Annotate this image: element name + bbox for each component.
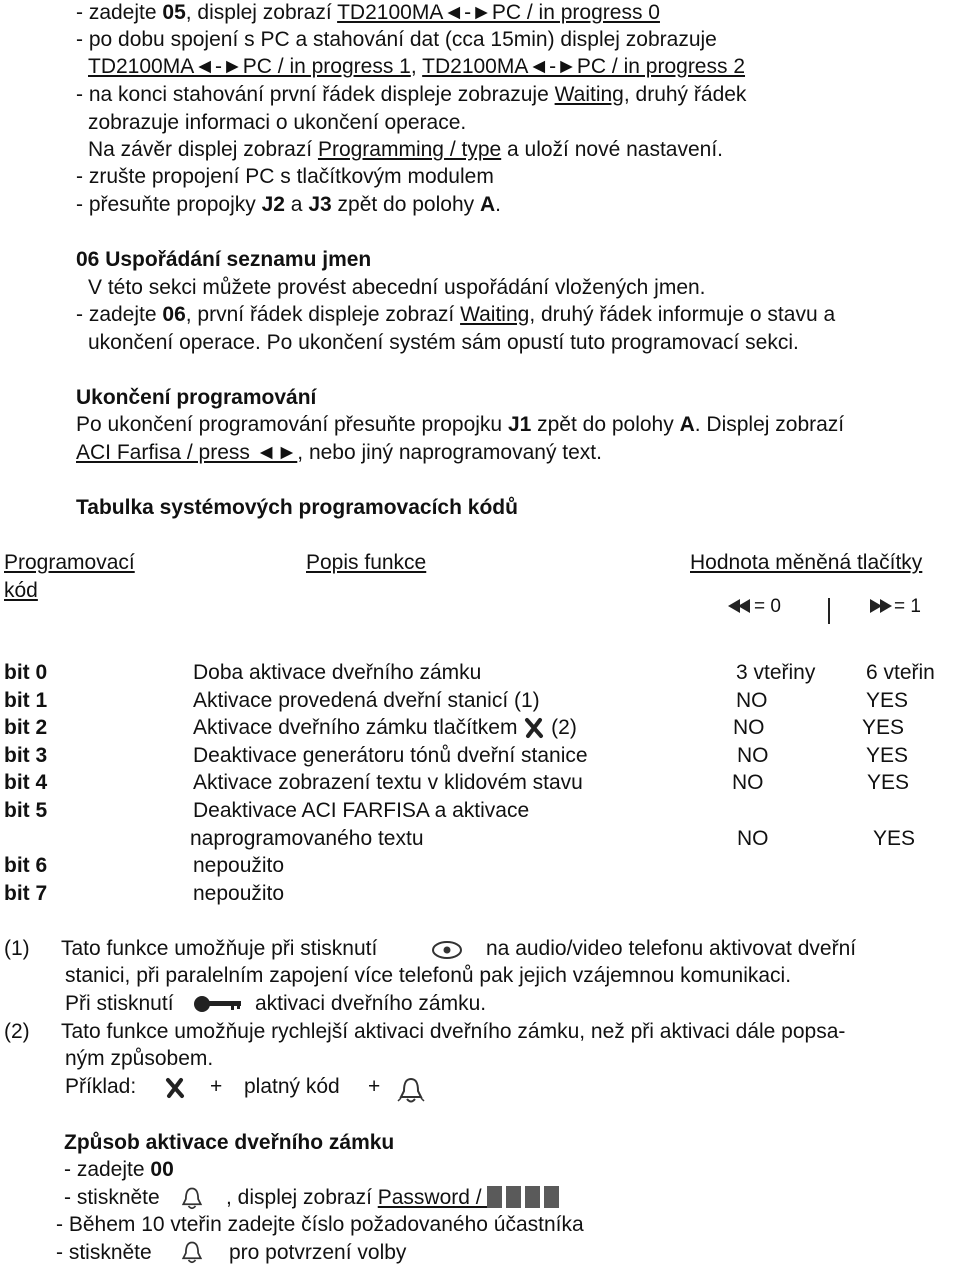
x-key-icon [164, 1077, 186, 1099]
header-desc: Popis funkce [306, 551, 427, 574]
text: Po ukončení programování přesuňte propojku [76, 413, 508, 436]
end-line-1 [76, 412, 844, 438]
password-mask [487, 1186, 563, 1209]
bell-icon [178, 1185, 206, 1213]
intro-line-8 [76, 192, 501, 218]
row-v0: NO [733, 716, 765, 739]
row-code: bit 1 [4, 689, 48, 712]
code-06: 06 [162, 303, 186, 326]
row-v1: YES [866, 744, 909, 767]
row-code: bit 6 [4, 854, 48, 877]
text: - stiskněte [64, 1186, 160, 1209]
row-code: bit 3 [4, 744, 48, 767]
text: - zadejte [76, 303, 163, 326]
text: . Displej zobrazí [694, 413, 845, 436]
display-text: Waiting [554, 83, 624, 106]
bell-icon [178, 1239, 206, 1267]
row-desc: Deaktivace generátoru tónů dveřní stanice [193, 744, 588, 767]
text: , displej zobrazí [185, 1, 338, 24]
left-arrow-icon [726, 596, 754, 616]
text: - přesuňte propojky [76, 193, 262, 216]
activation-line-4a: - stiskněte [56, 1241, 152, 1264]
row-desc: nepoužito [193, 854, 285, 877]
activation-title: Způsob aktivace dveřního zámku [64, 1131, 395, 1154]
row-code: bit 0 [4, 661, 48, 684]
display-text: TD2100MA◄-►PC / in progress 1 [88, 55, 411, 78]
legend-divider [828, 598, 830, 624]
row-desc: Aktivace zobrazení textu v klidovém stavu [193, 771, 583, 794]
end-line-2 [76, 440, 602, 466]
legend-text: = 0 [754, 596, 781, 617]
display-text: ACI Farfisa / press ◄► [76, 441, 298, 464]
code-05: 05 [162, 1, 186, 24]
intro-line-1 [76, 0, 660, 26]
text: a [284, 193, 309, 216]
text: (2) [551, 716, 577, 739]
text: , nebo jiný naprogramovaný text. [297, 441, 602, 464]
note-1-line-1b: na audio/video telefonu aktivovat dveřní [486, 937, 857, 960]
code-00: 00 [150, 1158, 174, 1181]
table-title: Tabulka systémových programovacích kódů [76, 496, 518, 519]
row-v0: 3 vteřiny [736, 661, 816, 684]
section-06-title: 06 Uspořádání seznamu jmen [76, 248, 372, 271]
eye-button-icon [430, 939, 464, 961]
row-desc [193, 715, 577, 741]
row-v0: NO [737, 827, 769, 850]
activation-line-3: - Během 10 vteřin zadejte číslo požadovaného účastníka [56, 1213, 584, 1236]
key-icon [193, 994, 243, 1014]
text: - zadejte [64, 1158, 151, 1181]
text: Aktivace dveřního zámku tlačítkem [193, 716, 518, 739]
row-desc: Doba aktivace dveřního zámku [193, 661, 482, 684]
legend-right [866, 593, 921, 620]
text: - zadejte [76, 1, 163, 24]
header-code-2: kód [4, 579, 38, 602]
activation-line-2b [226, 1185, 563, 1211]
position: A [679, 413, 695, 436]
row-v1: YES [867, 771, 910, 794]
row-code: bit 4 [4, 771, 48, 794]
intro-line-3 [88, 54, 745, 80]
note-2-plus-2: + [368, 1075, 381, 1098]
note-2-line-1: Tato funkce umožňuje rychlejší aktivaci dveřního zámku, než při aktivaci dále popsa- [61, 1020, 846, 1043]
row-v0: NO [732, 771, 764, 794]
intro-line-6 [88, 137, 723, 163]
display-text: TD2100MA◄-►PC / in progress 2 [422, 55, 746, 78]
legend-text: = 1 [894, 596, 921, 617]
text: - na konci stahování první řádek displeje zobrazuje [76, 83, 555, 106]
note-1-line-2: stanici, při paralelním zapojení více telefonů pak jejich vzájemnou komunikaci. [65, 964, 792, 987]
text: , displej zobrazí [226, 1186, 378, 1209]
intro-line-4 [76, 82, 746, 108]
row-v1: YES [862, 716, 905, 739]
jumper: J2 [261, 193, 285, 216]
row-v0: NO [736, 689, 768, 712]
note-2-example-label: Příklad: [65, 1075, 137, 1098]
display-text: Programming / type [317, 138, 502, 161]
position: A [479, 193, 496, 216]
legend-left [726, 593, 781, 620]
row-v0: NO [737, 744, 769, 767]
section-06-line-1: V této sekci můžete provést abecední uspořádání vložených jmen. [88, 276, 706, 299]
activation-line-1 [64, 1157, 174, 1183]
note-1-line-3a: Při stisknutí [65, 992, 174, 1015]
text: , první řádek displeje zobrazí [185, 303, 461, 326]
row-code: bit 7 [4, 882, 48, 905]
display-text: Password / [377, 1186, 488, 1209]
text: , [410, 55, 423, 78]
note-2-plus-1: + [210, 1075, 223, 1098]
end-title: Ukončení programování [76, 386, 317, 409]
section-06-line-3: ukončení operace. Po ukončení systém sám opustí tuto programovací sekci. [88, 331, 799, 354]
row-desc-2: naprogramovaného textu [190, 827, 424, 850]
display-text: TD2100MA◄-►PC / in progress 0 [337, 1, 660, 24]
intro-line-7: - zrušte propojení PC s tlačítkovým modulem [76, 165, 494, 188]
text: , druhý řádek informuje o stavu a [529, 303, 836, 326]
jumper: J3 [308, 193, 332, 216]
note-1-line-1a: Tato funkce umožňuje při stisknutí [61, 937, 378, 960]
text: . [495, 193, 501, 216]
note-2-line-2: ným způsobem. [65, 1047, 214, 1070]
intro-line-2: - po dobu spojení s PC a stahování dat (cca 15min) displej zobrazuje [76, 28, 717, 51]
x-key-icon [523, 717, 545, 739]
bell-icon [396, 1075, 426, 1107]
note-1-label: (1) [4, 937, 30, 960]
row-v1: YES [873, 827, 916, 850]
row-desc: Deaktivace ACI FARFISA a aktivace [193, 799, 530, 822]
row-code: bit 2 [4, 716, 48, 739]
header-code: Programovací [4, 551, 135, 574]
text: zpět do polohy [331, 193, 480, 216]
header-value: Hodnota měněná tlačítky [690, 551, 923, 574]
note-2-valid-code: platný kód [244, 1075, 340, 1098]
display-text: Waiting [460, 303, 530, 326]
jumper: J1 [507, 413, 532, 436]
text: zpět do polohy [531, 413, 680, 436]
note-1-line-3b: aktivaci dveřního zámku. [255, 992, 487, 1015]
note-2-label: (2) [4, 1020, 30, 1043]
activation-line-2 [64, 1185, 160, 1211]
text: , druhý řádek [623, 83, 747, 106]
text: Na závěr displej zobrazí [88, 138, 318, 161]
row-desc: nepoužito [193, 882, 285, 905]
row-v1: 6 vteřin [866, 661, 935, 684]
intro-line-5: zobrazuje informaci o ukončení operace. [88, 111, 467, 134]
row-code: bit 5 [4, 799, 48, 822]
row-desc: Aktivace provedená dveřní stanicí (1) [193, 689, 540, 712]
activation-line-4b: pro potvrzení volby [229, 1241, 407, 1264]
section-06-line-2 [76, 302, 835, 328]
row-v1: YES [866, 689, 909, 712]
text: a uloží nové nastavení. [501, 138, 723, 161]
right-arrow-icon [866, 596, 894, 616]
